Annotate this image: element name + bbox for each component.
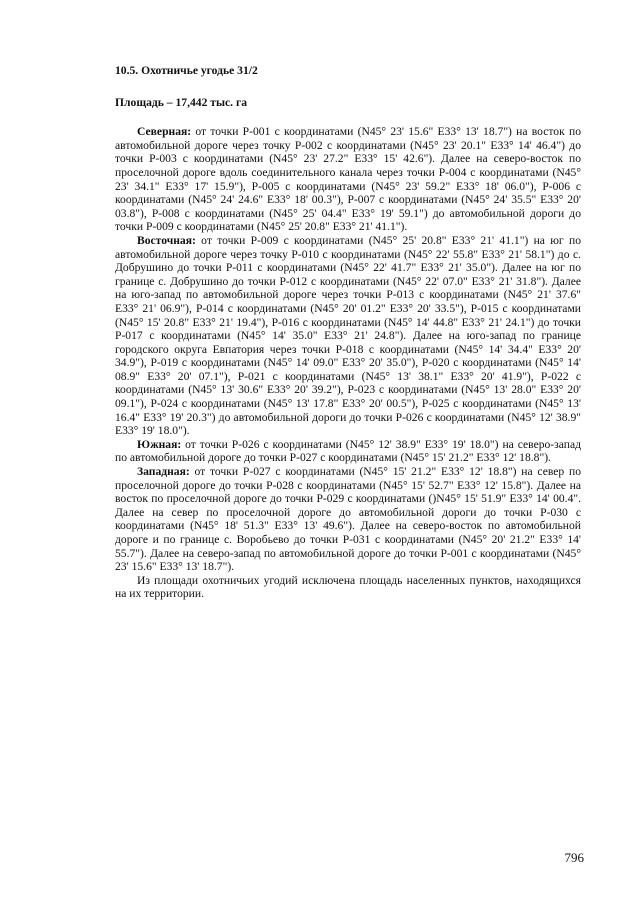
boundary-label-south: Южная: [137,437,182,451]
paragraph-east-boundary [115,234,581,438]
boundary-text-east: от точки Р-009 с координатами (N45° 25' 20.8" E33° 21' 41.1") на юг по автомобильной дороге через точку Р-010 с координатами (N45° 22' 55.8" E33° 21' 58.1") до с. Добрушино до точки Р-011 с координатами (N45° 22' 41.7" E33° 21' 35.0"). Далее на юг по границе с. Добрушино до точки Р-012 с координатами (N45° 22' 07.0" E33° 21' 31.8"). Далее на юго-запад по автомобильной дороге через точки Р-013 с координатами (N45° 21' 37.6" E33° 21' 06.9"), Р-014 с координатами (N45° 20' 01.2" E33° 20' 33.5"), Р-015 с координатами (N45° 15' 20.8" E33° 21' 19.4"), Р-016 с координатами (N45° 14' 44.8" E33° 21' 24.1") до точки Р-017 с координатами (N45° 14' 35.0" E33° 21' 24.8"). Далее на юго-запад по границе городского округа Евпатория через точки Р-018 с координатами (N45° 14' 34.4" E33° 20' 34.9"), Р-019 с координатами (N45° 14' 09.0" E33° 20' 35.0"), Р-020 с координатами (N45° 14' 08.9" E33° 20' 07.1"), Р-021 с координатами (N45° 13' 38.1" E33° 20' 41.9"), Р-022 с координатами (N45° 13' 30.6" E33° 20' 39.2"), Р-023 с координатами (N45° 13' 28.0" E33° 20' 09.1"), Р-024 с координатами (N45° 13' 17.8" E33° 20' 00.5"), Р-025 с координатами (N45° 13' 16.4" E33° 19' 20.3") до автомобильной дороги до точки Р-026 с координатами (N45° 12' 38.9" E33° 19' 18.0"). [115,233,581,438]
document-body [115,64,581,601]
boundary-label-west: Западная: [137,465,190,479]
page-number: 796 [564,850,584,865]
section-title: 10.5. Охотничье угодье 31/2 [115,64,258,77]
boundary-text-west: от точки Р-027 с координатами (N45° 15' 21.2" E33° 12' 18.8") на север по проселочной дороге до точки Р-028 с координатами (N45° 15' 52.7" E33° 12' 15.8"). Далее на восток по проселочной дороге до точки Р-029 с координатами ()N45° 15' 51.9" E33° 14' 00.4". Далее на север по проселочной дороге до автомобильной дороги до точки Р-030 с координатами (N45° 18' 51.3" E33° 13' 49.6"). Далее на северо-восток по автомобильной дороге и по границе с. Воробьево до точки Р-031 с координатами (N45° 20' 21.2" E33° 14' 55.7"). Далее на северо-запад по автомобильной дороге до точки Р-001 с координатами (N45° 23' 15.6" E33° 13' 18.7"). [115,465,581,574]
exclusion-text: Из площади охотничьих угодий исключена площадь населенных пунктов, находящихся на их территории. [115,573,581,601]
boundary-label-north: Северная: [137,125,192,139]
paragraph-south-boundary [115,438,581,465]
area-title: Площадь – 17,442 тыс. га [115,95,248,109]
boundary-text-south: от точки Р-026 с координатами (N45° 12' 38.9" E33° 19' 18.0") на северо-запад по автомобильной дороге до точки Р-027 с координатами (N45° 15' 21.2" E33° 12' 18.8"). [115,437,581,465]
paragraph-north-boundary [115,125,581,234]
boundary-text-north: от точки Р-001 с координатами (N45° 23' 15.6" E33° 13' 18.7") на восток по автомобильной дороге через точку Р-002 с координатами (N45° 23' 20.1" E33° 14' 46.4") до точки Р-003 с координатами (N45° 23' 27.2" E33° 15' 42.6"). Далее на северо-восток по проселочной дороге вдоль соединительного канала через точки Р-004 с координатами (N45° 23' 34.1" E33° 17' 15.9"), Р-005 с координатами (N45° 23' 59.2" E33° 18' 06.0"), Р-006 с координатами (N45° 24' 24.6" E33° 18' 00.3"), Р-007 с координатами (N45° 24' 35.5" E33° 20' 03.8"), Р-008 с координатами (N45° 25' 04.4" E33° 19' 59.1") до автомобильной дороги до точки Р-009 с координатами (N45° 25' 20.8" E33° 21' 41.1"). [115,125,581,234]
boundary-label-east: Восточная: [137,233,196,247]
paragraph-west-boundary [115,465,581,574]
paragraph-exclusion-note [115,574,581,601]
